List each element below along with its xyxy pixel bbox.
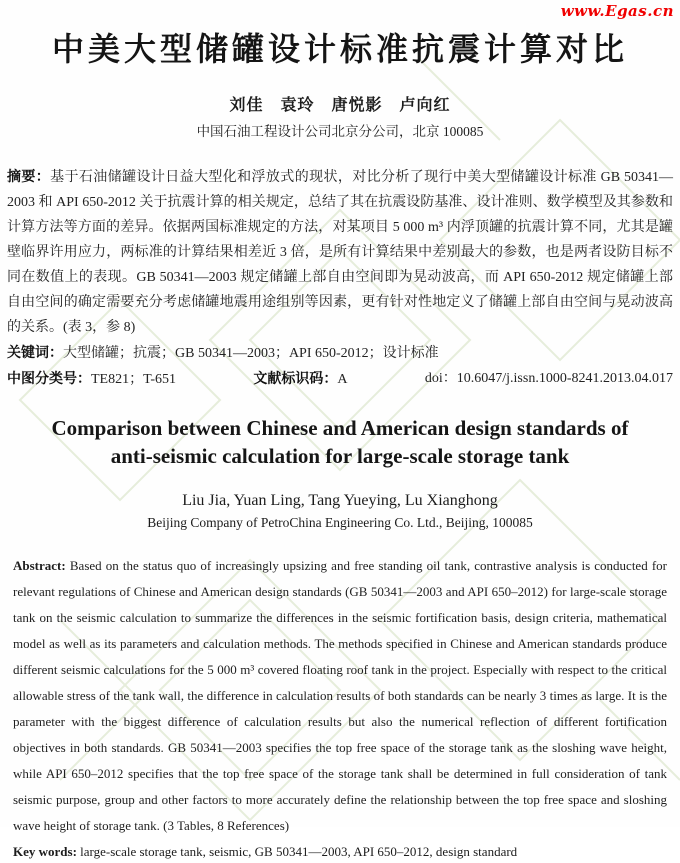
doi-value: 10.6047/j.issn.1000-8241.2013.04.017 — [456, 371, 673, 386]
chinese-keywords-text: 大型储罐；抗震；GB 50341—2003；API 650-2012；设计标准 — [63, 346, 439, 361]
chinese-affiliation: 中国石油工程设计公司北京分公司，北京 100085 — [196, 124, 484, 139]
english-keywords — [13, 841, 667, 863]
clc-number — [7, 366, 176, 392]
english-abstract — [13, 553, 667, 839]
document-code-label: 文献标识码： — [253, 370, 338, 386]
english-abstract-text: Based on the status quo of increasingly upsizing and free standing oil tank, contrastive analysis is conducted for relevant regulations of Chinese and American design standards (GB 50341—2003 and API 650–2012) for large-scale storage tank on the seismic calculation to summarize the differences in the seismic fortification basis, design criteria, mathematical model as well as its parameters and calculation methods. The methods specified in Chinese and American standards produce different seismic calculations for the 5 000 m³ covered floating roof tank in the project. Especially with respect to the critical allowable stress of the tank wall, the difference in calculation results of both standards can be nearly 3 times as large. It is the parameter with the biggest difference of calculation results but also the numerical reflection of different fortification objectives in both standards. GB 50341—2003 specifies the top free space of the storage tank as the sloshing wave height, while API 650–2012 specifies that the top free space of the storage tank shall be determined in full consideration of tank seismic purpose, group and other factors to more accurately define the relationship between the top free space and sloshing wave height of storage tank. (3 Tables, 8 References) — [13, 558, 668, 833]
english-authors: Liu Jia, Yuan Ling, Tang Yueying, Lu Xianghong — [182, 492, 498, 509]
site-watermark: www.Egas.cn — [560, 2, 674, 20]
clc-label: 中图分类号： — [7, 370, 91, 386]
chinese-title: 中美大型储罐设计标准抗震计算对比 — [51, 31, 628, 67]
chinese-front-matter — [7, 164, 673, 392]
english-keywords-label: Key words: — [13, 844, 77, 859]
chinese-keywords — [7, 340, 673, 366]
english-affiliation: Beijing Company of PetroChina Engineering Co. Ltd., Beijing, 100085 — [147, 515, 533, 530]
chinese-abstract-text: 基于石油储罐设计日益大型化和浮放式的现状，对比分析了现行中美大型储罐设计标准 GB 50341—2003 和 API 650-2012 关于抗震计算的相关规定，总结了其在抗震设防基准、设计准则、数学模型及其参数和计算方法等方面的差异。依据两国标准规定的方法，对某项目 5 000 m³ 内浮顶罐的抗震计算不同，尤其是罐壁临界许用应力，两标准的计算结果相差近 3 倍，是所有计算结果中差别最大的参数，也是两者设防目标不同在数值上的表现。GB 50341—2003 规定储罐上部自由空间即为晃动波高，而 API 650-2012 规定储罐上部自由空间的确定需要充分考虑储罐地震用途组别等因素，更有针对性地定义了储罐上部自由空间与晃动波高的关系。(表 3，参 8) — [7, 170, 673, 335]
english-title-line1: Comparison between Chinese and American design standards of — [51, 416, 629, 440]
clc-value: TE821；T-651 — [91, 372, 177, 387]
english-title-line2: anti-seismic calculation for large-scale storage tank — [110, 444, 570, 468]
english-abstract-label: Abstract: — [13, 558, 66, 573]
doi-label: doi： — [424, 371, 457, 386]
chinese-abstract-label: 摘要： — [7, 168, 51, 184]
chinese-abstract — [7, 164, 673, 340]
document-code-value: A — [337, 372, 348, 387]
chinese-keywords-label: 关键词： — [7, 344, 63, 360]
english-title — [30, 414, 650, 470]
english-keywords-text: large-scale storage tank, seismic, GB 50341—2003, API 650–2012, design standard — [80, 844, 518, 859]
doi — [425, 366, 673, 392]
chinese-meta-line — [7, 366, 673, 392]
document-code — [253, 366, 347, 392]
chinese-authors: 刘佳 袁玲 唐悦影 卢向红 — [229, 97, 451, 114]
